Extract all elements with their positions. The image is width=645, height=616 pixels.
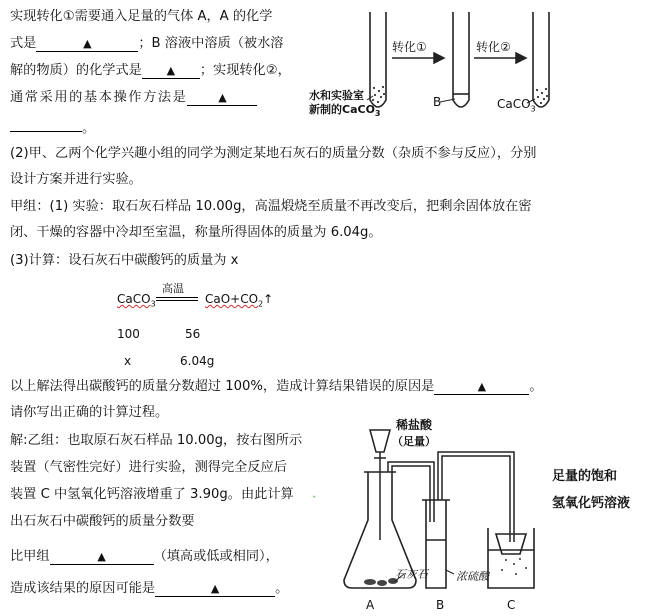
separatory-funnel [370,430,390,540]
equation-mass-cao: 6.04g [180,354,215,368]
beaker-c [488,528,534,588]
answer-blank-method[interactable]: ▲ [187,91,257,106]
part3-line-8: 造成该结果的原因可能是 ▲ 。 [10,581,289,596]
label-dilute-hcl: 稀盐酸 [396,418,433,432]
equation-reactant: CaCO$_3$ [117,292,156,309]
equation-molar-mass-cao: 56 [185,327,201,341]
test-tube-2 [453,12,469,107]
part3-line-7: 比甲组 ▲ （填高或低或相同）， [10,549,279,564]
part3-line-4: 装置（气密性完好）进行实验，测得完全反应后 [10,460,287,475]
intro-line-1: 实现转化①需要通入足量的气体 A，A 的化学 [10,9,273,24]
answer-blank-reason[interactable]: ▲ [434,380,529,395]
part2-line-5: (3)计算：设石灰石中碳酸钙的质量为 x [10,253,239,268]
label-b: B [433,95,442,109]
answer-blank-compare[interactable]: ▲ [50,550,154,565]
equation [117,290,156,313]
connecting-tube-bc [438,452,514,542]
precipitate-3 [536,88,548,104]
part3-line-2: 请你写出正确的计算过程。 [10,405,169,420]
beaker-c-gas-dots [501,558,527,575]
equation-equals-bottom [156,300,198,301]
label-c: C [507,598,516,612]
note-caoh2-solution: 氢氧化钙溶液 [552,496,631,511]
equation-molar-mass-caco3: 100 [117,327,140,341]
limestone-pieces [364,578,398,586]
pointer-conc [446,570,454,574]
equation-variable-x: x [124,354,132,368]
arrow-label-1: 转化① [392,40,427,54]
intro-line-5: 。 [10,117,95,138]
test-tube-1 [370,12,386,107]
part2-line-3: 甲组：(1) 实验：取石灰石样品 10.00g，高温煅烧至质量不再改变后，把剩余固体放在密 [10,199,532,214]
label-water-caco3-1: 水和实验室 [309,89,364,102]
intro-line-2: 式是 ▲ ；B 溶液中溶质（被水溶 [10,36,284,51]
part2-line-4: 闭、干燥的容器中冷却至室温，称量所得固体的质量为 6.04g。 [10,225,382,240]
part3-line-6: 出石灰石中碳酸钙的质量分数要 [10,514,195,529]
label-water-caco3-2: 新制的CaCO$_3$ [309,103,381,119]
label-caco3: CaCO$_3$ [497,97,536,114]
note-saturated: 足量的饱和 [552,469,618,484]
part3-line-5: 装置 C 中氢氧化钙溶液增重了 3.90g。由此计算 [10,487,294,502]
answer-blank-formula-b[interactable]: ▲ [142,64,200,79]
precipitate-1 [372,86,385,103]
part2-line-1: (2)甲、乙两个化学兴趣小组的同学为测定某地石灰石的质量分数（杂质不参与反应），分别 [10,146,537,161]
label-excess: （足量） [392,435,436,448]
connecting-tube-ab [388,462,434,522]
stray-mark: ˇ [312,496,317,506]
arrow-label-2: 转化② [476,40,511,54]
equation-product: $CaO+CO_2↑$ [205,292,274,309]
label-a: A [366,598,375,612]
answer-blank-formula-a[interactable]: ▲ [36,37,138,52]
apparatus-diagram [330,422,540,614]
label-conc-sulfuric: 浓硫酸 [456,570,489,583]
part2-line-2: 设计方案并进行实验。 [10,172,142,187]
part3-line-1: 以上解法得出碳酸钙的质量分数超过 100%，造成计算结果错误的原因是 ▲ 。 [10,379,543,394]
equation-equals-top [156,297,198,298]
label-b-apparatus: B [436,598,445,612]
label-limestone: 石灰石 [395,568,428,581]
part3-line-3: 解:乙组：也取原石灰石样品 10.00g，按右图所示 [10,433,303,448]
intro-line-3: 解的物质）的化学式是 ▲ ；实现转化②， [10,63,291,78]
answer-blank-cause[interactable]: ▲ [155,582,275,597]
intro-line-4: 通常采用的基本操作方法是 ▲ [10,89,257,107]
equation-condition: 高温 [162,282,184,295]
